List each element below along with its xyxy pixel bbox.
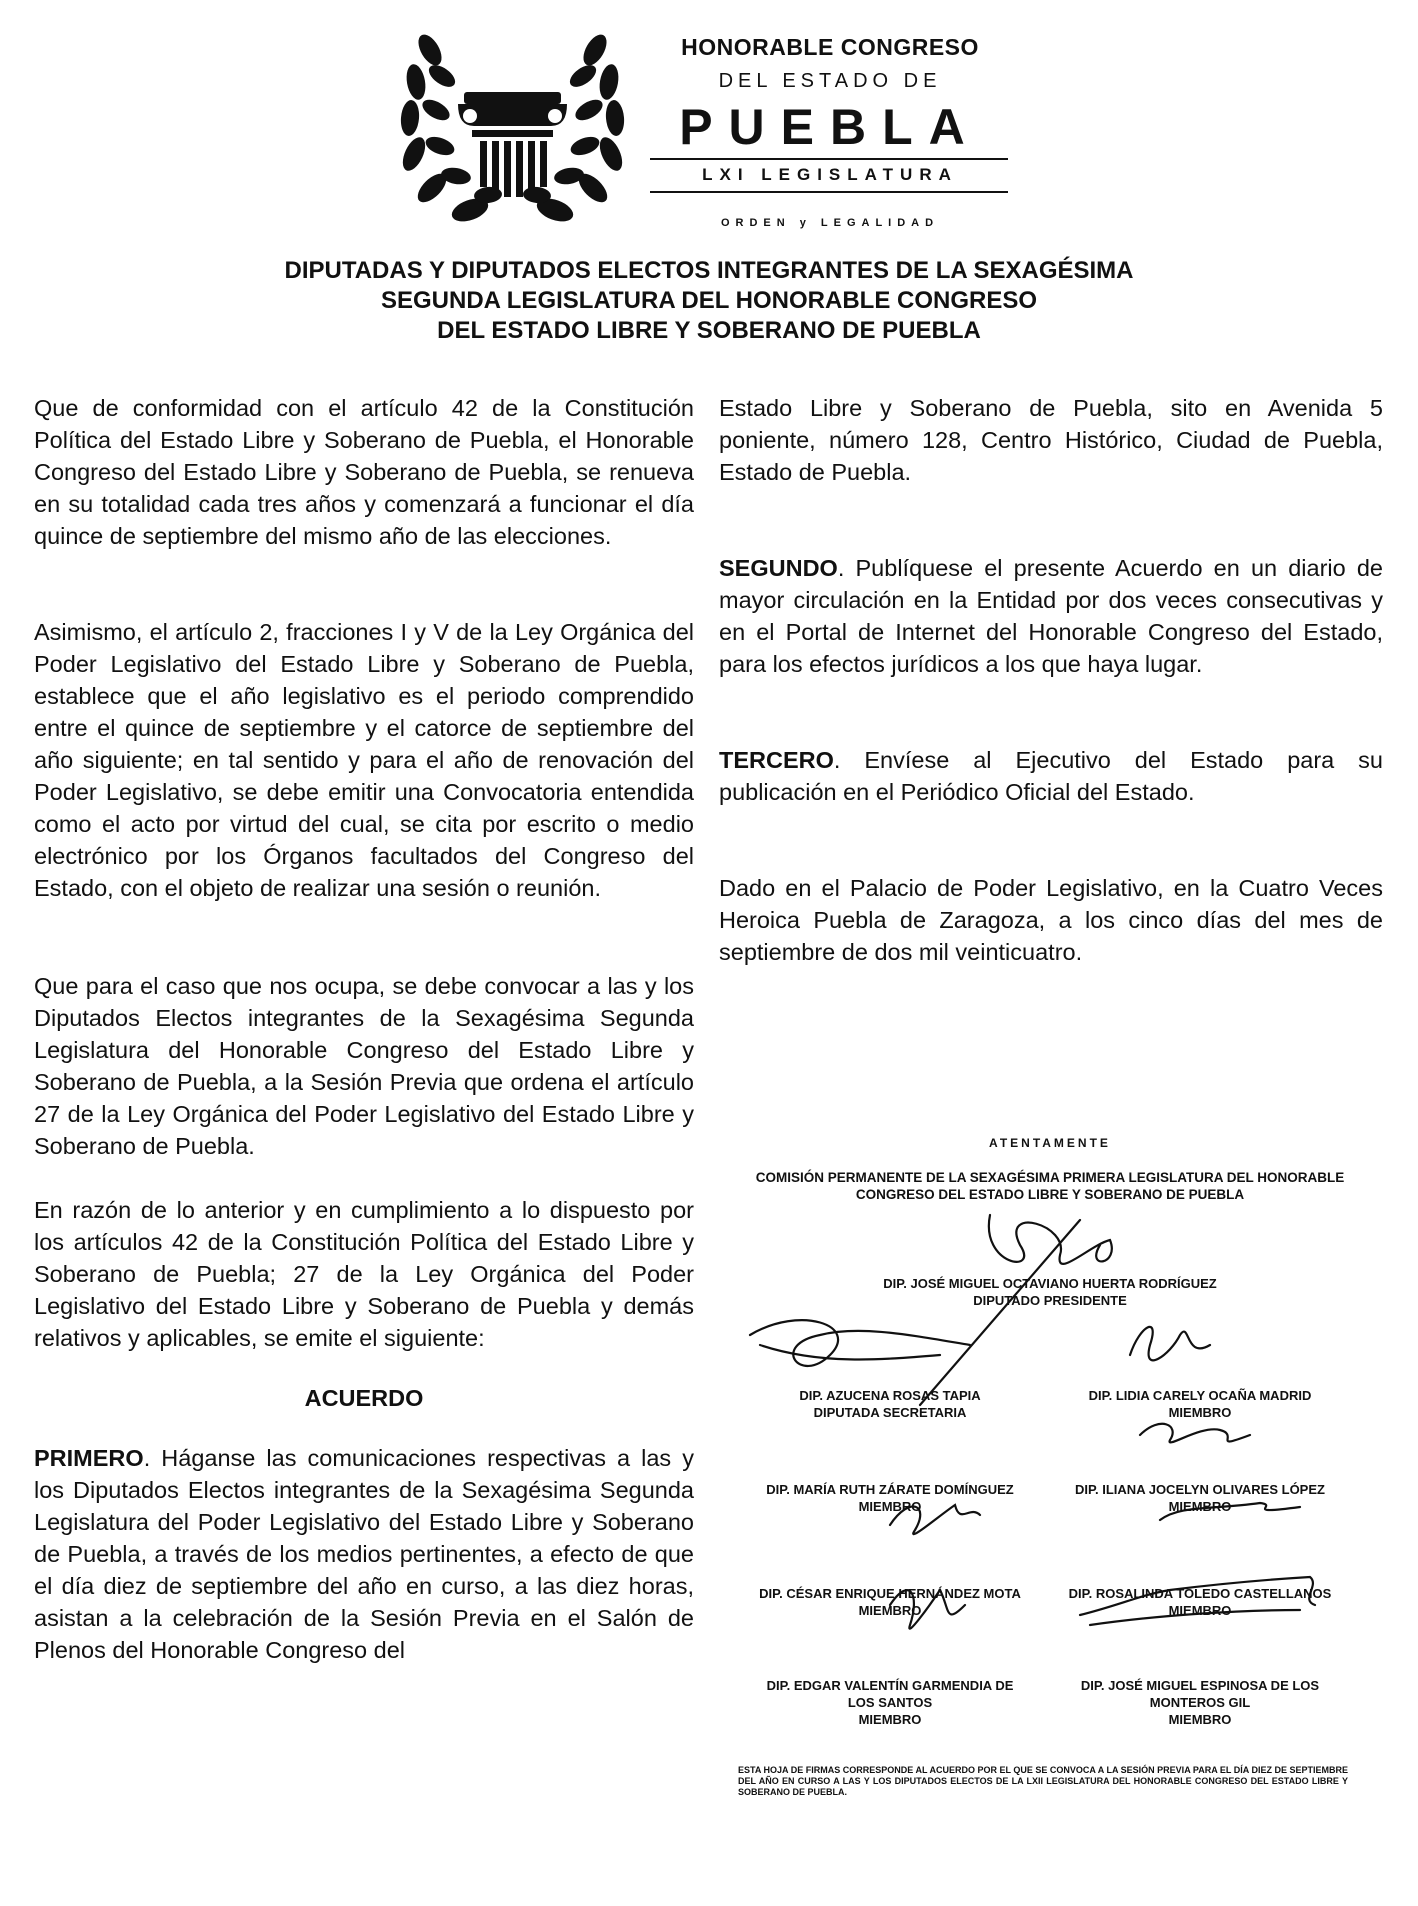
segundo-label: SEGUNDO — [719, 555, 838, 581]
segundo-text: . Publíquese el presente Acuerdo en un diario de mayor circulación en la Entidad por dos veces consecutivas y en el Portal de Internet del Honorable Congreso del Estado, para los efectos jurídicos a los que haya lugar. — [719, 555, 1383, 677]
member-role: DIPUTADA SECRETARIA — [813, 1405, 967, 1420]
column-laurel-wreath-emblem-icon — [400, 30, 625, 230]
member-name: DIP. JOSÉ MIGUEL ESPINOSA DE LOS — [1080, 1678, 1320, 1693]
signature-sheet-note: ESTA HOJA DE FIRMAS CORRESPONDE AL ACUERDO POR EL QUE SE CONVOCA A LA SESIÓN PREVIA PARA EL DÍA DIEZ DE SEPTIEMBRE DEL AÑO EN CURSO A LAS Y LOS DIPUTADOS ELECTOS DE LA LXII LEGISLATURA DEL HONORABLE CONGRESO DEL ESTADO LIBRE Y SOBERANO DE PUEBLA. — [738, 1765, 1348, 1797]
signature-member — [1040, 1481, 1360, 1515]
member-role: MIEMBRO — [1168, 1499, 1232, 1514]
header-del-estado: DEL ESTADO DE — [718, 70, 942, 92]
member-role: MIEMBRO — [1168, 1603, 1232, 1618]
member-role: MIEMBRO — [1168, 1712, 1232, 1727]
signature-member — [730, 1481, 1050, 1515]
president-role: DIPUTADO PRESIDENTE — [973, 1293, 1127, 1308]
tercero-text: . Envíese al Ejecutivo del Estado para su publicación en el Periódico Oficial del Estado. — [719, 747, 1383, 805]
signature-member — [1040, 1387, 1360, 1421]
paragraph-sesion-previa: Que para el caso que nos ocupa, se debe convocar a las y los Diputados Electos integrantes de la Sexagésima Segunda Legislatura del Honorable Congreso del Estado Libre y Soberano de Puebla, a la Sesión Previa que ordena el artículo 27 de la Ley Orgánica del Poder Legislativo del Estado Libre y Soberano de Puebla. — [34, 973, 694, 1159]
header-motto: ORDEN y LEGALIDAD — [720, 217, 940, 229]
primero-label: PRIMERO — [34, 1445, 144, 1471]
paragraph-en-razon: En razón de lo anterior y en cumplimiento a lo dispuesto por los artículos 42 de la Constitución Política del Estado Libre y Soberano de Puebla; 27 de la Ley Orgánica del Poder Legislativo del Estado Libre y Soberano de Puebla y demás relativos y aplicables, se emite el siguiente: — [34, 1197, 694, 1351]
header-puebla: PUEBLA — [679, 99, 981, 155]
atentamente: ATENTAMENTE — [989, 1136, 1111, 1150]
member-role: MIEMBRO — [858, 1499, 922, 1514]
tercero-label: TERCERO — [719, 747, 834, 773]
comision-line-2: CONGRESO DEL ESTADO LIBRE Y SOBERANO DE PUEBLA — [855, 1187, 1245, 1202]
left-column — [34, 392, 694, 1666]
primero-text: . Háganse las comunicaciones respectivas a las y los Diputados Electos integrantes de la Sexagésima Segunda Legislatura del Poder Legislativo del Estado Libre y Soberano de Puebla, a través de los medios pertinentes, a efecto de que el día diez de septiembre del año en curso, a las diez horas, asistan a la celebración de la Sesión Previa en el Salón de Plenos del Honorable Congreso del — [34, 1445, 694, 1663]
paragraph-primero — [34, 1442, 694, 1666]
header-rule-bottom — [650, 191, 1008, 193]
title-line-2: SEGUNDA LEGISLATURA DEL HONORABLE CONGRESO — [380, 287, 1038, 314]
handwritten-signatures — [740, 1185, 1360, 1755]
member-name: DIP. ILIANA JOCELYN OLIVARES LÓPEZ — [1075, 1482, 1325, 1497]
letterhead — [0, 0, 1418, 240]
paragraph-tercero — [719, 744, 1383, 808]
comision-line-1: COMISIÓN PERMANENTE DE LA SEXAGÉSIMA PRIMERA LEGISLATURA DEL HONORABLE — [755, 1170, 1345, 1185]
member-name: DIP. CÉSAR ENRIQUE HERNÁNDEZ MOTA — [759, 1586, 1021, 1601]
title-line-3: DEL ESTADO LIBRE Y SOBERANO DE PUEBLA — [437, 317, 981, 344]
title-line-1: DIPUTADAS Y DIPUTADOS ELECTOS INTEGRANTES DE LA SEXAGÉSIMA — [284, 257, 1134, 284]
member-name: DIP. MARÍA RUTH ZÁRATE DOMÍNGUEZ — [766, 1482, 1014, 1497]
comision-permanente — [740, 1169, 1360, 1203]
signature-member — [730, 1387, 1050, 1421]
member-name-continued: MONTEROS GIL — [1149, 1695, 1251, 1710]
member-name: DIP. LIDIA CARELY OCAÑA MADRID — [1088, 1388, 1312, 1403]
paragraph-article-42: Que de conformidad con el artículo 42 de la Constitución Política del Estado Libre y Soberano de Puebla, el Honorable Congreso del Estado Libre y Soberano de Puebla, se renueva en su totalidad cada tres años y comenzará a funcionar el día quince de septiembre del mismo año de las elecciones. — [34, 395, 694, 549]
member-role: MIEMBRO — [858, 1712, 922, 1727]
header-rule-top — [650, 158, 1008, 160]
member-role: MIEMBRO — [858, 1603, 922, 1618]
signature-member — [730, 1677, 1050, 1728]
signature-member — [730, 1585, 1050, 1619]
member-name: DIP. EDGAR VALENTÍN GARMENDIA DE — [766, 1678, 1014, 1693]
signature-sheet — [740, 1125, 1360, 1825]
signature-member — [1040, 1677, 1360, 1728]
paragraph-dado-en: Dado en el Palacio de Poder Legislativo, en la Cuatro Veces Heroica Puebla de Zaragoza, a los cinco días del mes de septiembre de dos mil veinticuatro. — [719, 875, 1383, 965]
paragraph-primero-continued: Estado Libre y Soberano de Puebla, sito en Avenida 5 poniente, número 128, Centro Histórico, Ciudad de Puebla, Estado de Puebla. — [719, 395, 1383, 485]
member-name: DIP. AZUCENA ROSAS TAPIA — [799, 1388, 981, 1403]
member-name-continued: LOS SANTOS — [847, 1695, 933, 1710]
paragraph-segundo — [719, 552, 1383, 680]
document-title — [150, 256, 1268, 346]
paragraph-article-2: Asimismo, el artículo 2, fracciones I y V de la Ley Orgánica del Poder Legislativo del Estado Libre y Soberano de Puebla, establece que el año legislativo es el periodo comprendido entre el quince de septiembre y el catorce de septiembre del año siguiente; en tal sentido y para el año de renovación del Poder Legislativo, se debe emitir una Convocatoria entendida como el acto por virtud del cual, se cita por escrito o medio electrónico por los Órganos facultados del Congreso del Estado, con el objeto de realizar una sesión o reunión. — [34, 619, 694, 901]
member-name: DIP. ROSALINDA TOLEDO CASTELLANOS — [1068, 1586, 1332, 1601]
header-congreso: HONORABLE CONGRESO — [681, 34, 979, 60]
signature-member — [1040, 1585, 1360, 1619]
acuerdo-heading: ACUERDO — [304, 1385, 424, 1411]
member-role: MIEMBRO — [1168, 1405, 1232, 1420]
header-legislatura: LXI LEGISLATURA — [702, 165, 958, 184]
president-name: DIP. JOSÉ MIGUEL OCTAVIANO HUERTA RODRÍGUEZ — [883, 1276, 1217, 1291]
signature-president — [740, 1275, 1360, 1309]
right-column — [719, 392, 1383, 968]
